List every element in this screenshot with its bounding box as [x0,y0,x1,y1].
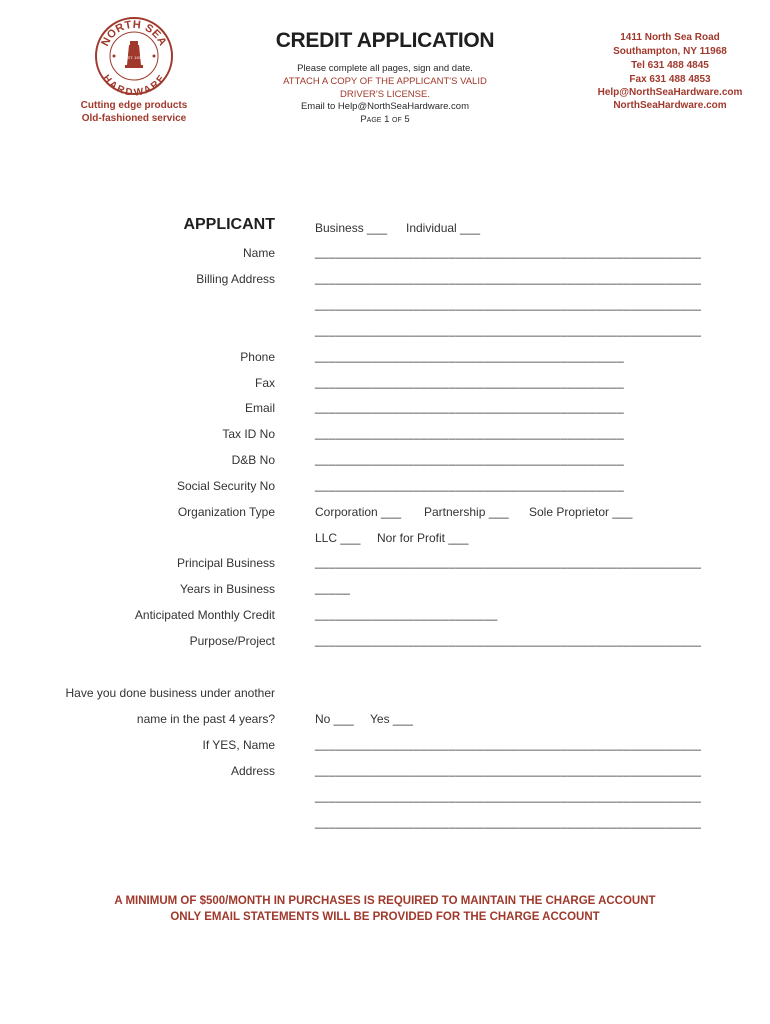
principal-business-field[interactable]: _______________________________________________________ [315,555,702,569]
type-individual-option[interactable]: Individual ___ [406,221,481,235]
ssn-field[interactable]: ____________________________________________ [315,478,625,492]
tax-id-label: Tax ID No [222,427,275,441]
company-logo [93,15,175,97]
instructions-line-2: ATTACH A COPY OF THE APPLICANT'S VALID [283,76,487,87]
monthly-credit-label: Anticipated Monthly Credit [134,608,275,622]
billing-address-field-2[interactable]: _______________________________________________________ [315,297,702,311]
org-sole-proprietor-option[interactable]: Sole Proprietor ___ [529,505,633,519]
dnb-field[interactable]: ____________________________________________ [315,452,625,466]
if-yes-address-field-2[interactable]: _______________________________________________________ [315,789,702,803]
years-in-business-field[interactable]: _____ [315,581,351,595]
billing-address-label: Billing Address [196,272,275,286]
type-business-option[interactable]: Business ___ [315,221,388,235]
page-indicator: Page 1 of 5 [360,114,410,125]
section-title-applicant: APPLICANT [183,216,275,233]
if-yes-address-label: Address [230,764,275,778]
footer-minimum-notice: A MINIMUM OF $500/MONTH IN PURCHASES IS REQUIRED TO MAINTAIN THE CHARGE ACCOUNT [114,895,656,907]
org-llc-option[interactable]: LLC ___ [315,531,361,545]
prior-name-yes-option[interactable]: Yes ___ [370,712,413,726]
purpose-project-label: Purpose/Project [189,634,275,648]
page-title: CREDIT APPLICATION [275,29,495,52]
svg-text:EST. 1935: EST. 1935 [124,55,144,60]
prior-name-no-option[interactable]: No ___ [315,712,354,726]
instructions-line-3: DRIVER'S LICENSE. [340,89,430,100]
dnb-label: D&B No [231,453,275,467]
org-partnership-option[interactable]: Partnership ___ [424,505,509,519]
company-address-2: Southampton, NY 11968 [613,46,727,57]
purpose-project-field[interactable]: _______________________________________________________ [315,633,702,647]
name-field[interactable]: _______________________________________________________ [315,245,702,259]
tagline-line-2: Old-fashioned service [81,113,187,124]
fax-field[interactable]: ____________________________________________ [315,375,625,389]
name-label: Name [242,246,275,260]
billing-address-field-3[interactable]: _______________________________________________________ [315,323,702,337]
phone-label: Phone [240,350,275,364]
prior-name-question-1: Have you done business under another [65,686,275,700]
prior-name-question-2: name in the past 4 years? [136,712,275,726]
if-yes-name-field[interactable]: _______________________________________________________ [315,737,702,751]
company-email: Help@NorthSeaHardware.com [597,87,743,98]
company-tel: Tel 631 488 4845 [631,60,709,71]
svg-text:NORTH SEA: NORTH SEA [99,18,169,49]
company-address-1: 1411 North Sea Road [620,32,720,43]
organization-type-label: Organization Type [177,505,275,519]
principal-business-label: Principal Business [176,556,275,570]
org-nonprofit-option[interactable]: Nor for Profit ___ [377,531,469,545]
ssn-label: Social Security No [176,479,275,493]
monthly-credit-field[interactable]: __________________________ [315,607,498,621]
if-yes-address-field-3[interactable]: _______________________________________________________ [315,815,702,829]
instructions-line-1: Please complete all pages, sign and date. [297,63,473,74]
if-yes-address-field-1[interactable]: _______________________________________________________ [315,763,702,777]
fax-label: Fax [254,376,275,390]
footer-statement-notice: ONLY EMAIL STATEMENTS WILL BE PROVIDED FOR THE CHARGE ACCOUNT [170,911,600,923]
phone-field[interactable]: ____________________________________________ [315,349,625,363]
if-yes-name-label: If YES, Name [202,738,275,752]
tagline-line-1: Cutting edge products [80,100,188,111]
company-fax: Fax 631 488 4853 [629,74,711,85]
billing-address-field-1[interactable]: _______________________________________________________ [315,271,702,285]
svg-text:HARDWARE: HARDWARE [100,73,168,97]
instructions-email: Email to Help@NorthSeaHardware.com [300,101,470,112]
email-label: Email [244,401,275,415]
tax-id-field[interactable]: ____________________________________________ [315,426,625,440]
org-corporation-option[interactable]: Corporation ___ [315,505,402,519]
email-field[interactable]: ____________________________________________ [315,400,625,414]
company-website: NorthSeaHardware.com [613,100,727,111]
years-in-business-label: Years in Business [180,582,275,596]
